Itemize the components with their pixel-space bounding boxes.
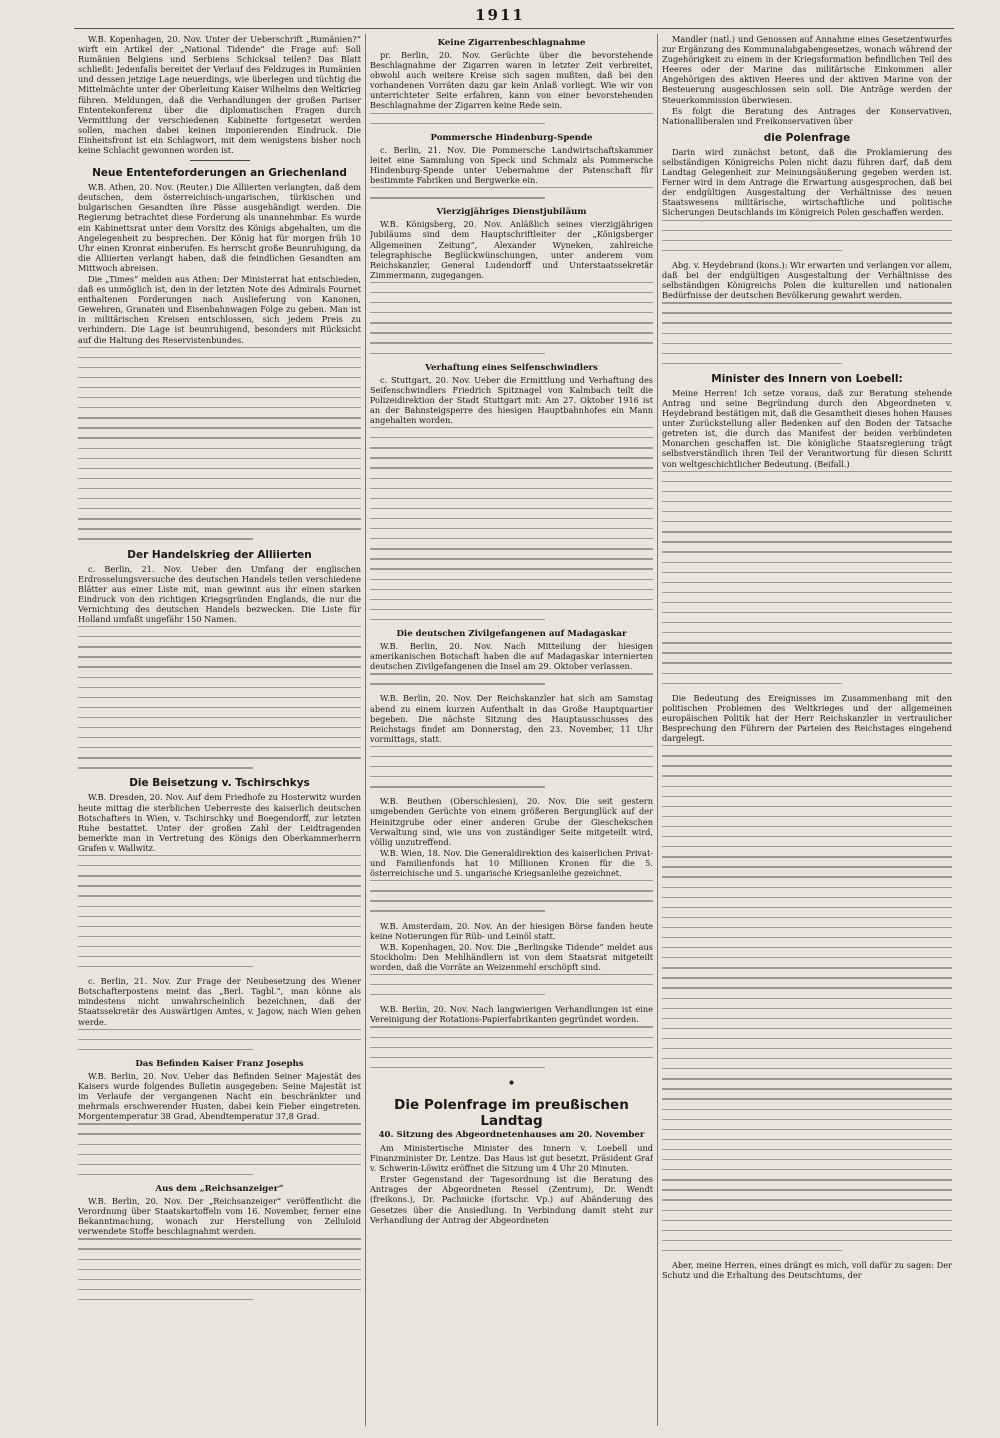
headline-zigarren: Keine Zigarrenbeschlagnahme xyxy=(437,38,586,48)
article-antrag: Es folgt die Beratung des Antrages der Konservativen, Nationalliberalen und Freikonservativen über xyxy=(662,105,952,126)
column-left xyxy=(78,34,361,1426)
text-lines xyxy=(662,302,952,364)
article-madagaskar: W.B. Berlin, 20. Nov. Nach Mitteilung der hiesigen amerikanischen Botschaft haben die auf Madagaskar internierten deutschen Zivilgefangenen die Insel am 29. Oktober verlassen. xyxy=(370,640,653,672)
article-tagesordnung: Erster Gegenstand der Tagesordnung ist die Beratung des Antrages der Abgeordneten Ressel (Zentrum), Dr. Wendt (freikons.), Dr. Pachnicke (fortschr. Vp.) auf Abänderung des Gesetzes über die Ansiedlung. In Verbindung damit steht zur Verhandlung der Antrag der Abgeordneten xyxy=(370,1174,653,1225)
text-lines xyxy=(370,427,653,620)
headline-schwindler: Verhaftung eines Seifenschwindlers xyxy=(425,362,598,373)
headline-polenfrage-landtag: Die Polenfrage im preußischen Landtag xyxy=(394,1096,629,1129)
text-lines xyxy=(370,673,653,684)
article-kopenhagen: W.B. Kopenhagen, 20. Nov. Die „Berlingske Tidende“ meldet aus Stockholm: Den Mehlhändlern ist von dem Staatsrat mitgeteilt worden, daß die Vorräte an Weizenmehl erschöpft sind. xyxy=(370,941,653,972)
headline-befinden: Das Befinden Kaiser Franz Josephs xyxy=(135,1058,304,1069)
article-times: Die „Times“ melden aus Athen: Der Ministerrat hat entschieden, daß es unmöglich ist, den in der letzten Note des Admirals Fournet enthaltenen Forderungen nach Auslieferung von Kanonen, Gewehren, Granaten und Eisenbahnwagen Folge zu geben. Man ist in militärischen Kreisen entschlossen, sich jedem Preis zu verhindern. Die Lage ist beunruhigend, besonders mit Rücksicht auf die Haltung des Reservistenbundes. xyxy=(78,273,361,345)
text-lines xyxy=(662,220,952,252)
text-lines xyxy=(370,974,653,995)
article-athen: W.B. Athen, 20. Nov. (Reuter.) Die Alliierten verlangten, daß dem deutschen, dem österreichisch-ungarischen, türkischen und bulgarischen Gesandten ihre Pässe ausgehändigt werden. Die Regierung betrachtet diese Forderung als unannehmbar. Es wurde ein Kabinettsrat unter dem Vorsitz des Königs abgehalten, um die Angelegenheit zu besprechen. Der König hat für morgen früh 10 Uhr einen Kronrat einberufen. Es herrscht große Beunruhigung, da die Alliierten verlangt haben, daß die feindlichen Gesandten am Mittwoch abreisen. xyxy=(78,182,361,273)
headline-polenfrage: die Polenfrage xyxy=(763,131,851,144)
article-papier: W.B. Berlin, 20. Nov. Nach langwierigen Verhandlungen ist eine Vereinigung der Rotations-Papierfabrikanten gegründet worden. xyxy=(370,1004,653,1025)
text-lines xyxy=(78,626,361,769)
article-begruendung: Abg. v. Heydebrand (kons.): Wir erwarten und verlangen vor allem, daß bei der endgültigen Ausgestaltung der Verhältnisse des selbständigen Königreichs Polen die kulturellen und nationalen Bedürfnisse der deutschen Bevölkerung gewahrt werden. xyxy=(662,259,952,301)
article-aber: Aber, meine Herren, eines drängt es mich, voll dafür zu sagen: Der Schutz und die Erhaltung des Deutschtums, der xyxy=(662,1259,952,1281)
article-minister: Meine Herren! Ich setze voraus, daß zur Beratung stehende Antrag und seine Begründung durch den Abgeordneten v. Heydebrand bestätigen mit, daß die Gesamtheit dieses hohen Hauses unter Zurückstellung aller Bedenken auf den Boden der Tatsache getreten ist, die durch das Manifest der beiden verbündeten Monarchen geschaffen ist. Die königliche Staatsregierung trägt selbstverständlich ihren Teil der Verantwortung für diesen Schritt von weltgeschichtlicher Bedeutung. (Beifall.) xyxy=(662,387,952,469)
headline-reichsanzeiger: Aus dem „Reichsanzeiger“ xyxy=(155,1183,284,1194)
text-lines xyxy=(370,187,653,198)
article-beuthen: W.B. Beuthen (Oberschlesien), 20. Nov. Die seit gestern umgebenden Gerüchte von einem größeren Bergunglück auf der Heinitzgrube oder einer anderen Grube der Gieschekschen Verwaltung sind, wie uns von zuständiger Seite mitgeteilt wird, völlig unzutreffend. xyxy=(370,796,653,847)
column-right xyxy=(662,34,952,1426)
text-lines xyxy=(662,471,952,684)
article-dresden: W.B. Dresden, 20. Nov. Auf dem Friedhofe zu Hosterwitz wurden heute mittag die sterblichen Ueberreste des kaiserlich deutschen Botschafters in Wien, v. Tschirschky und Boegendorff, zur letzten Ruhe bestattet. Unter der großen Zahl der Leidtragenden bemerkte man in Vertretung des Königs den Oberkammerherrn Grafen v. Wallwitz. xyxy=(78,792,361,853)
text-lines xyxy=(78,1238,361,1300)
article-wien: W.B. Wien, 18. Nov. Die Generaldirektion des kaiserlichen Privat- und Familienfonds hat 10 Millionen Kronen für die 5. österreichische und 5. ungarische Kriegsanleihe gezeichnet. xyxy=(370,847,653,879)
headline-hindenburg: Pommersche Hindenburg-Spende xyxy=(430,132,593,143)
column-divider xyxy=(657,34,658,1426)
ornament-dot: • xyxy=(507,1075,516,1092)
article-reichsanzeiger: W.B. Berlin, 20. Nov. Der „Reichsanzeiger“ veröffentlicht die Verordnung über Staatskartoffeln vom 16. November, ferner eine Bekanntmachung, wonach zur Herstellung von Zelluloid verwendete Stoffe beschlagnahmt werden. xyxy=(78,1195,361,1237)
text-lines xyxy=(370,282,653,354)
text-lines xyxy=(78,855,361,967)
text-lines xyxy=(370,880,653,912)
text-lines xyxy=(662,745,952,1251)
article-amsterdam: W.B. Amsterdam, 20. Nov. An der hiesigen Börse fanden heute keine Notierungen für Rüb- und Leinöl statt. xyxy=(370,920,653,941)
text-lines xyxy=(370,746,653,788)
article-reichskanzler: W.B. Berlin, 20. Nov. Der Reichskanzler hat sich am Samstag abend zu einem kurzen Aufenthalt in das Große Hauptquartier begeben. Die nächste Sitzung des Hauptausschusses des Reichstags findet am Donnerstag, den 23. November, 11 Uhr vormittags, statt. xyxy=(370,693,653,744)
text-lines xyxy=(78,347,361,540)
article-intro: Mandler (natl.) und Genossen auf Annahme eines Gesetzentwurfes zur Ergänzung des Kommunalabgabengesetzes, wonach während der Zugehörigkeit zu einem in der Kriegsformation befindlichen Teil des Heeres oder der Marine das militärische Einkommen aller Angehörigen des aktiven Heeres und der aktiven Marine von der Besteuerung ausgeschlossen sein soll. Die Anträge werden der Steuerkommission überwiesen. xyxy=(662,34,952,105)
column-middle xyxy=(370,34,653,1426)
headline-handelskrieg: Der Handelskrieg der Alliierten xyxy=(127,548,312,561)
header-rule xyxy=(74,28,954,29)
text-lines xyxy=(370,113,653,124)
article-bedeutung: Die Bedeutung des Ereignisses im Zusammenhang mit den politischen Problemen des Weltkrieges und der allgemeinen europäischen Politik hat der Herr Reichskanzler in vertraulicher Besprechung den Führern der Parteien des Reichstages eingehend dargelegt. xyxy=(662,692,952,744)
article-schwindler: c. Stuttgart, 20. Nov. Ueber die Ermittlung und Verhaftung des Seifenschwindlers Friedrich Spitznagel von Kalmbach teilt die Polizeidirektion der Stadt Stuttgart mit: Am 27. Oktober 1916 ist an der Bahnsteigsperre des hiesigen Hauptbahnhofes ein Mann angehalten worden. xyxy=(370,374,653,425)
headline-jubilaeum: Vierzigjähriges Dienstjubiläum xyxy=(436,207,587,218)
text-lines xyxy=(370,1026,653,1068)
article-handel: c. Berlin, 21. Nov. Ueber den Umfang der englischen Erdrosselungsversuche des deutschen Handels teilen verschiedene Blätter aus einer Liste mit, man gewinnt aus ihr einen starken Eindruck von den richtigen Kriegsgründen Englands, die nur die Vernichtung des deutschen Handels bezwecken. Die Liste für Holland umfaßt ungefähr 150 Namen. xyxy=(78,563,361,624)
article-romania: W.B. Kopenhagen, 20. Nov. Unter der Ueberschrift „Rumänien?“ wirft ein Artikel der „National Tidende“ die Frage auf: Soll Rumänien Belgiens und Serbiens Schicksal teilen? Das Blatt schließt: Jedenfalls bereitet der Verlauf des Feldzuges in Rumänien und dessen jetzige Lage neuerdings, wie überlegen und tüchtig die Mittelmächte unter der Oberleitung Kaiser Wilhelms den Weltkrieg führen. Meldungen, daß die Verhandlungen der großen Pariser Ententekonferenz über die diplomatischen Fragen durch Vermittlung der verschiedenen Kabinette fortgesetzt werden sollen, machen dabei keinen imponierenden Eindruck. Die Einheitsfront ist ein Schlagwort, mit dem wenigstens bisher noch keine Schlacht gewonnen worden ist. xyxy=(78,34,361,156)
article-botschafter: c. Berlin, 21. Nov. Zur Frage der Neubesetzung des Wiener Botschafterpostens meint das „Berl. Tagbl.“, man könne als mindestens nicht unwahrscheinlich bezeichnen, daß der Staatssekretär des Auswärtigen Amtes, v. Jagow, nach Wien gehen werde. xyxy=(78,976,361,1027)
article-jubilaeum: W.B. Königsberg, 20. Nov. Anläßlich seines vierzigjährigen Jubiläums sind dem Hauptschriftleiter der „Königsberger Allgemeinen Zeitung“, Alexander Wyneken, zahlreiche telegraphische Beglückwünschungen, unter anderem vom Reichskanzler, General Ludendorff und Unterstaatssekretär Zimmermann, zugegangen. xyxy=(370,219,653,280)
article-zigarren: pr. Berlin, 20. Nov. Gerüchte über die bevorstehende Beschlagnahme der Zigarren waren in letzter Zeit verbreitet, obwohl auch weitere Kreise sich sagen mußten, daß bei den vorhandenen Vorräten dazu gar kein Anlaß vorliegt. Wie wir von unterrichteter Seite erfahren, kann von einer bevorstehenden Beschlagnahme der Zigarren keine Rede sein. xyxy=(370,50,653,111)
text-lines xyxy=(78,1123,361,1175)
text-lines xyxy=(78,1029,361,1050)
headline-griechenland: Neue Ententeforderungen an Griechenland xyxy=(92,167,347,180)
headline-beisetzung: Die Beisetzung v. Tschirschkys xyxy=(129,777,310,790)
article-befinden: W.B. Berlin, 20. Nov. Ueber das Befinden Seiner Majestät des Kaisers wurde folgendes Bulletin ausgegeben: Seine Majestät ist im Verlaufe der vergangenen Nacht ein beschränkter und mehrmals erschwerender Husten, dabei kein Fieber eingetreten. Morgentemperatur 38 Grad, Abendtemperatur 37,8 Grad. xyxy=(78,1070,361,1122)
page-number: 1911 xyxy=(475,6,525,24)
article-landtag: Am Ministertische Minister des Innern v. Loebell und Finanzminister Dr. Lentze. Das Haus ist gut besetzt. Präsident Graf v. Schwerin-Löwitz eröffnet die Sitzung um 4 Uhr 20 Minuten. xyxy=(370,1143,653,1174)
headline-madagaskar: Die deutschen Zivilgefangenen auf Madagaskar xyxy=(396,628,627,639)
article-hindenburg: c. Berlin, 21. Nov. Die Pommersche Landwirtschaftskammer leitet eine Sammlung von Speck und Schmalz als Pommersche Hindenburg-Spende unter Uebernahme der Patenschaft für bestimmte Fabriken und Bergwerke ein. xyxy=(370,144,653,186)
article-polen: Darin wird zunächst betont, daß die Proklamierung des selbständigen Königreichs Polen nicht dazu führen darf, daß dem Landtag Gelegenheit zur Meinungsäußerung gegeben werden ist. Ferner wird in dem Antrage die Erwartung ausgesprochen, daß bei der endgültigen Ausgestaltung der Verhältnisse des neuen Staatswesens militärische, wirtschaftliche und politische Sicherungen Deutschlands im Königreich Polen geschaffen werden. xyxy=(662,146,952,218)
headline-minister: Minister des Innern von Loebell: xyxy=(711,372,903,385)
separator xyxy=(190,160,250,161)
subheadline-sitzung: 40. Sitzung des Abgeordnetenhauses am 20. November xyxy=(378,1129,645,1140)
column-divider xyxy=(365,34,366,1426)
